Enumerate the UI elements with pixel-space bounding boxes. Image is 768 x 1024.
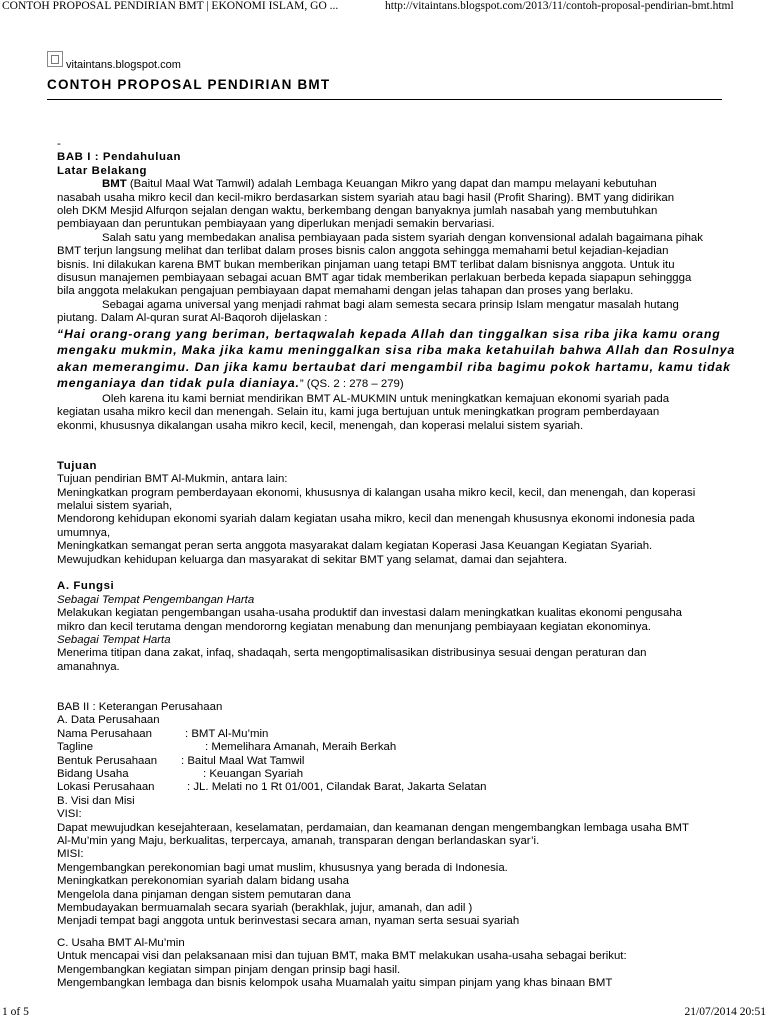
list-item: Menjadi tempat bagi anggota untuk berinvestasi secara aman, nyaman serta sesuai syariah — [57, 915, 520, 928]
section-heading-data-perusahaan: A. Data Perusahaan — [57, 714, 160, 727]
bmt-term: BMT — [102, 178, 127, 191]
field-value: : Memelihara Amanah, Meraih Berkah — [205, 741, 397, 754]
section-heading-visi-misi: B. Visi dan Misi — [57, 794, 135, 807]
paragraph-line: Untuk mencapai visi dan pelaksanaan misi dan tujuan BMT, maka BMT melakukan usaha-usaha sebagai berikut: — [57, 950, 627, 963]
field-value: : BMT Al-Mu’min — [185, 727, 269, 740]
quran-quote-line: “Hai orang-orang yang beriman, bertaqwalah kepada Allah dan tinggalkan sisa riba jika kamu orang — [57, 326, 721, 341]
section-heading-tujuan: Tujuan — [57, 459, 98, 472]
list-item: Mendorong kehidupan ekonomi syariah dalam kegiatan usaha mikro, kecil dan menengah khususnya ekonomi indonesia pada — [57, 513, 695, 526]
field-label: Bidang Usaha — [57, 768, 129, 781]
section-heading-latar-belakang: Latar Belakang — [57, 164, 148, 177]
paragraph-line: Melakukan kegiatan pengembangan usaha-usaha produktif dan investasi dalam meningkatkan kualitas ekonomi pengusaha — [57, 607, 683, 620]
company-field-nama — [57, 728, 712, 741]
visi-heading: VISI: — [57, 808, 82, 821]
list-item: Meningkatkan program pemberdayaan ekonomi, khususnya di kalangan usaha mikro kecil, kecil, dan menengah, dan koperasi — [57, 486, 696, 499]
paragraph-line: pembiayaan dan peruntukan pembiayaan yang diperlukan menjadi semakin bervariasi. — [57, 218, 495, 231]
section-heading-usaha: C. Usaha BMT Al-Mu’min — [57, 936, 185, 949]
blog-favicon-icon — [47, 51, 63, 67]
page-url[interactable]: http://vitaintans.blogspot.com/2013/11/contoh-proposal-pendirian-bmt.html — [385, 0, 734, 12]
post-title: CONTOH PROPOSAL PENDIRIAN BMT — [47, 77, 331, 92]
misi-heading: MISI: — [57, 848, 84, 861]
field-value: : Baitul Maal Wat Tamwil — [181, 754, 305, 767]
page-indicator: 1 of 5 — [2, 1006, 29, 1018]
field-label: Bentuk Perusahaan — [57, 754, 158, 767]
list-item: Membudayakan bermuamalah secara syariah (berakhlak, jujur, amanah, dan adil ) — [57, 902, 473, 915]
company-field-bentuk — [57, 755, 712, 768]
quran-quote-line — [57, 375, 712, 393]
paragraph-line: bisnis. Ini dilakukan karena BMT bukan memberikan pinjaman uang tetapi BMT terlibat dalam bisnisnya anggota. Untuk itu — [57, 258, 675, 271]
paragraph-line: bila anggota melakukan pengajuan pembiayaan dapat memahami dengan jelas tahapan dan proses yang berlaku. — [57, 285, 634, 298]
paragraph-line: Menerima titipan dana zakat, infaq, shadaqah, serta mengoptimalisasikan distribusinya sesuai dengan peraturan dan — [57, 647, 647, 660]
paragraph-line: Tujuan pendirian BMT Al-Mukmin, antara lain: — [57, 473, 288, 486]
paragraph-line: Dapat mewujudkan kesejahteraan, keselamatan, perdamaian, dan keamanan dengan mengembangkan lembaga usaha BMT — [57, 821, 689, 834]
list-item: Mengembangkan perekonomian bagi umat muslim, khususnya yang berada di Indonesia. — [57, 861, 508, 874]
paragraph-line: Salah satu yang membedakan analisa pembiayaan pada sistem syariah dengan konvensional adalah bagaimana pihak — [102, 231, 703, 244]
list-item: Mengembangkan kegiatan simpan pinjam dengan prinsip bagi hasil. — [57, 963, 401, 976]
list-item: Meningkatkan perekonomian syariah dalam bidang usaha — [57, 875, 349, 888]
list-item: Meningkatkan semangat peran serta anggota masyarakat dalam kegiatan Koperasi Jasa Keuangan Kegiatan Syariah. — [57, 540, 653, 553]
paragraph-line: ekonmi, khususnya dikalangan usaha mikro kecil, kecil, menengah, dan koperasi melalui sistem syariah. — [57, 419, 584, 432]
post-body — [57, 138, 736, 991]
list-item: Mewujudkan kehidupan keluarga dan masyarakat di sekitar BMT yang selamat, damai dan sejahtera. — [57, 553, 568, 566]
company-field-bidang — [57, 768, 712, 781]
paragraph-line: oleh DKM Mesjid Alfurqon sejalan dengan waktu, berkembang dengan banyaknya jumlah nasabah yang membutuhkan — [57, 205, 658, 218]
chapter-heading-bab2: BAB II : Keterangan Perusahaan — [57, 700, 223, 713]
chapter-heading-bab1: BAB I : Pendahuluan — [57, 151, 182, 164]
document-glyph-icon — [51, 55, 59, 64]
field-label: Lokasi Perusahaan — [57, 781, 155, 794]
dash-marker: - — [57, 138, 61, 150]
paragraph-line: BMT terjun langsung melihat dan terlibat dalam proses bisnis calon anggota sehingga memahami betul kejadian-kejadian — [57, 245, 669, 258]
company-field-tagline — [57, 741, 712, 754]
paragraph-line: Al-Mu’min yang Maju, berkualitas, terpercaya, amanah, transparan dengan berlandaskan syar’i. — [57, 835, 540, 848]
blog-name-link[interactable]: vitaintans.blogspot.com — [66, 59, 181, 71]
paragraph-line: kegiatan usaha mikro kecil dan menengah. Selain itu, kami juga bertujuan untuk meningkatkan program pemberdayaan — [57, 406, 660, 419]
quran-quote-line: akan memerangimu. Dan jika kamu bertaubat dari mengambil riba bagimu pokok hartamu, kamu tidak — [57, 359, 731, 374]
list-item: melalui sistem syariah, — [57, 499, 173, 512]
section-heading-fungsi: A. Fungsi — [57, 580, 115, 593]
list-item: umumnya, — [57, 526, 111, 539]
field-value: : JL. Melati no 1 Rt 01/001, Cilandak Barat, Jakarta Selatan — [187, 781, 487, 794]
quote-reference: ” (QS. 2 : 278 – 279) — [299, 378, 404, 391]
paragraph-line: piutang. Dalam Al-quran surat Al-Baqoroh dijelaskan : — [57, 312, 328, 325]
title-divider — [47, 99, 722, 100]
paragraph-line: amanahnya. — [57, 660, 120, 673]
field-label: Nama Perusahaan — [57, 727, 152, 740]
paragraph-line: Sebagai agama universal yang menjadi rahmat bagi alam semesta secara prinsip Islam mengatur masalah hutang — [102, 298, 679, 311]
paragraph-line: mikro dan kecil terutama dengan mendororng kegiatan menabung dan menunjang pembiayaan kegiatan ekonominya. — [57, 620, 651, 633]
company-field-lokasi — [57, 781, 712, 794]
field-value: : Keuangan Syariah — [203, 768, 304, 781]
print-timestamp: 21/07/2014 20:51 — [684, 1006, 766, 1018]
subheading: Sebagai Tempat Pengembangan Harta — [57, 593, 255, 606]
paragraph-line: Oleh karena itu kami berniat mendirikan BMT AL-MUKMIN untuk meningkatkan kemajuan ekonomi syariah pada — [102, 392, 670, 405]
list-item: Mengembangkan lembaga dan bisnis kelompok usaha Muamalah yaitu simpan pinjam yang khas binaan BMT — [57, 977, 613, 990]
paragraph-text: (Baitul Maal Wat Tamwil) adalah Lembaga Keuangan Mikro yang dapat dan mampu melayani kebutuhan — [126, 178, 657, 191]
paragraph-line — [57, 178, 712, 191]
quran-quote-line: mengaku mukmin, Maka jika kamu meninggalkan sisa riba maka ketahuilah bahwa Allah dan Rosulnya — [57, 343, 736, 358]
paragraph-line: disusun manajemen pembiayaan sebagai acuan BMT agar tidak memberikan perlakuan berbeda kepada siapapun sehinggga — [57, 272, 692, 285]
field-label: Tagline — [57, 741, 94, 754]
paragraph-line: nasabah usaha mikro kecil dan kecil-mikro berdasarkan sistem syariah atau bagi hasil (Profit Sharing). BMT yang didirikan — [57, 191, 675, 204]
quote-text: menganiaya dan tidak pula dianiaya. — [57, 376, 300, 391]
list-item: Mengelola dana pinjaman dengan sistem pemutaran dana — [57, 888, 351, 901]
print-header — [0, 0, 768, 14]
browser-page-title: CONTOH PROPOSAL PENDIRIAN BMT | EKONOMI ISLAM, GO ... — [2, 0, 339, 12]
subheading: Sebagai Tempat Harta — [57, 633, 171, 646]
